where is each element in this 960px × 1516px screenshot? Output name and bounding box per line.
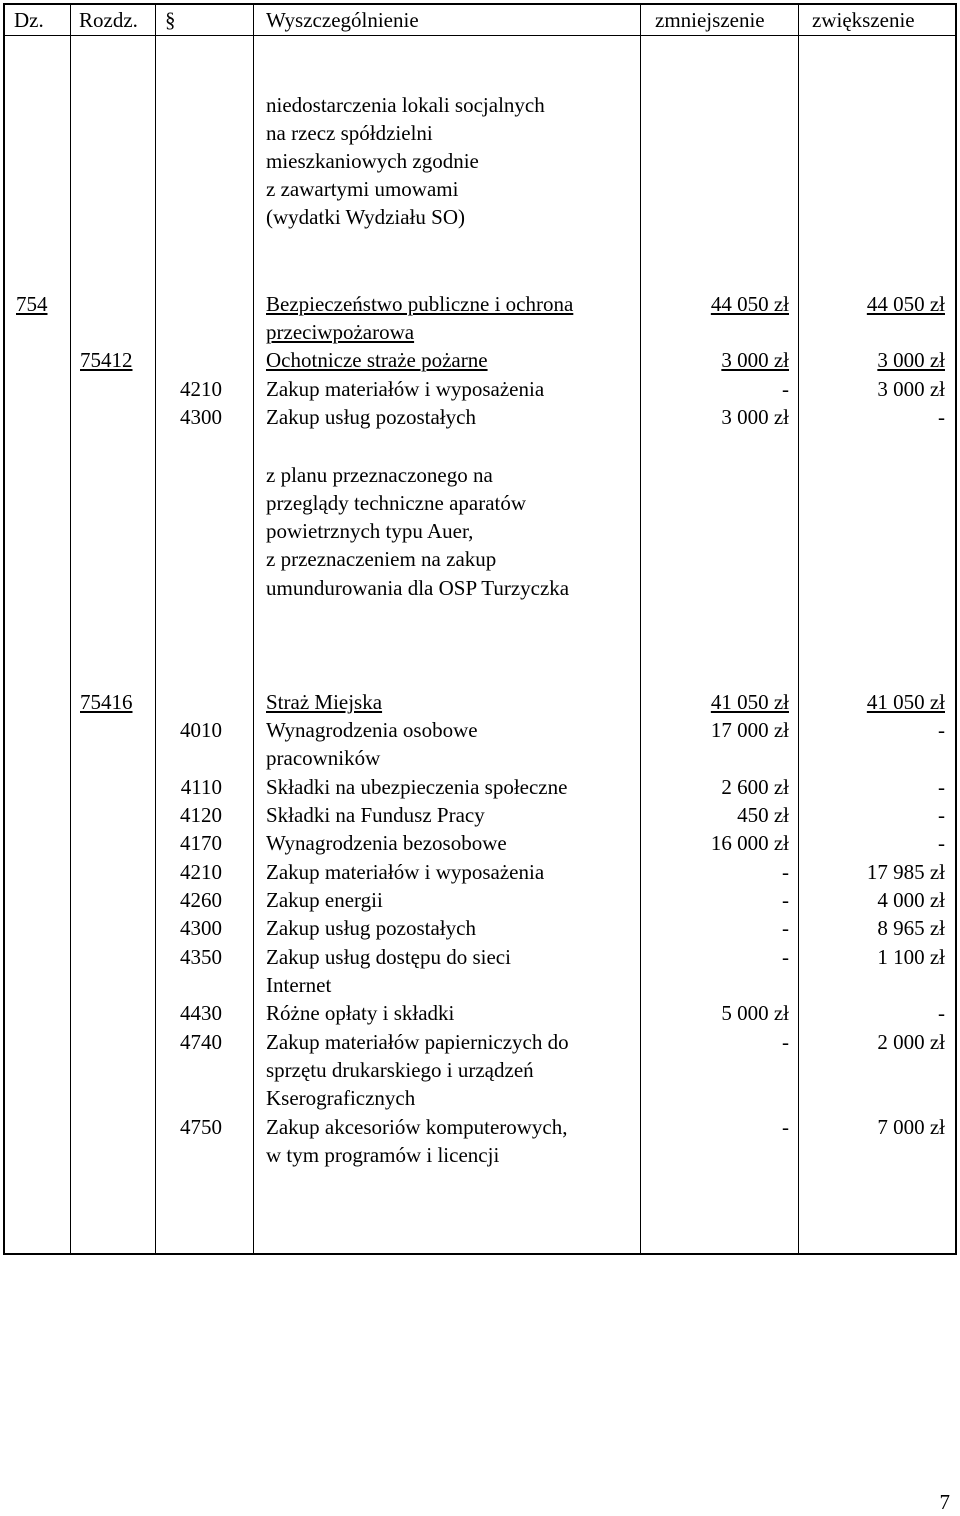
paragraf-zmniejszenie: -: [782, 945, 789, 969]
note-line: powietrznych typu Auer,: [266, 519, 474, 543]
rozdzial-75412-zwiekszenie: 3 000 zł: [877, 348, 945, 372]
column-divider-rozdz: [155, 3, 156, 1255]
table-left-border: [3, 3, 5, 1255]
rozdzial-75412-zmniejszenie: 3 000 zł: [721, 348, 789, 372]
rozdzial-75416-name: Straż Miejska: [266, 690, 383, 714]
paragraf-name: Różne opłaty i składki: [266, 1001, 455, 1025]
paragraf-code: 4430: [180, 1001, 222, 1025]
paragraf-zmniejszenie: 2 600 zł: [721, 775, 789, 799]
paragraf-code: 4740: [180, 1030, 222, 1054]
paragraf-zmniejszenie: -: [782, 1115, 789, 1139]
intro-line: (wydatki Wydziału SO): [266, 205, 465, 229]
table-right-border: [955, 3, 957, 1255]
paragraf-name: Zakup materiałów papierniczych do: [266, 1030, 569, 1054]
paragraf-name: Zakup materiałów i wyposażenia: [266, 860, 545, 884]
paragraf-code: 4300: [180, 916, 222, 940]
paragraf-zmniejszenie: -: [782, 860, 789, 884]
paragraf-zwiekszenie: 4 000 zł: [877, 888, 945, 912]
dzial-754-zwiekszenie: 44 050 zł: [866, 292, 945, 316]
header-wyszczegolnienie: Wyszczególnienie: [266, 8, 419, 32]
intro-line: mieszkaniowych zgodnie: [266, 149, 479, 173]
paragraf-zwiekszenie: 1 100 zł: [877, 945, 945, 969]
rozdzial-75412-name: Ochotnicze straże pożarne: [266, 348, 488, 372]
paragraf-zwiekszenie: 7 000 zł: [877, 1115, 945, 1139]
paragraf-zwiekszenie: 3 000 zł: [877, 377, 945, 401]
note-line: z przeznaczeniem na zakup: [266, 547, 497, 571]
paragraf-code: 4260: [180, 888, 222, 912]
column-divider-zmniejszenie: [798, 3, 799, 1255]
paragraf-zwiekszenie: 17 985 zł: [866, 860, 945, 884]
paragraf-name: Składki na ubezpieczenia społeczne: [266, 775, 568, 799]
column-divider-opis: [640, 3, 641, 1255]
paragraf-name: Zakup usług dostępu do sieci: [266, 945, 511, 969]
paragraf-zmniejszenie: 17 000 zł: [710, 718, 789, 742]
paragraf-name: Wynagrodzenia bezosobowe: [266, 831, 507, 855]
paragraf-code: 4010: [180, 718, 222, 742]
paragraf-zwiekszenie: 8 965 zł: [877, 916, 945, 940]
note-line: przeglądy techniczne aparatów: [266, 491, 527, 515]
paragraf-zmniejszenie: -: [782, 1030, 789, 1054]
paragraf-name: Zakup materiałów i wyposażenia: [266, 377, 545, 401]
paragraf-zwiekszenie: -: [938, 718, 945, 742]
paragraf-code: 4110: [180, 775, 222, 799]
dzial-754: 754: [16, 292, 48, 316]
paragraf-zwiekszenie: -: [938, 831, 945, 855]
note-line: z planu przeznaczonego na: [266, 463, 493, 487]
paragraf-name-cont: Kserograficznych: [266, 1086, 416, 1110]
paragraf-code: 4170: [180, 831, 222, 855]
dzial-754-title-cont: przeciwpożarowa: [266, 320, 415, 344]
header-paragraf: §: [165, 8, 176, 32]
table-top-border: [3, 3, 957, 5]
paragraf-code: 4210: [180, 377, 222, 401]
paragraf-zwiekszenie: 2 000 zł: [877, 1030, 945, 1054]
paragraf-name: Zakup energii: [266, 888, 383, 912]
paragraf-name-cont: w tym programów i licencji: [266, 1143, 500, 1167]
paragraf-zmniejszenie: 450 zł: [737, 803, 789, 827]
paragraf-name: Wynagrodzenia osobowe: [266, 718, 478, 742]
paragraf-name: Zakup usług pozostałych: [266, 405, 476, 429]
paragraf-zmniejszenie: -: [782, 377, 789, 401]
table-bottom-border: [3, 1253, 957, 1255]
paragraf-code: 4120: [180, 803, 222, 827]
rozdzial-75416: 75416: [80, 690, 133, 714]
paragraf-zmniejszenie: -: [782, 916, 789, 940]
intro-line: z zawartymi umowami: [266, 177, 459, 201]
paragraf-code: 4350: [180, 945, 222, 969]
rozdzial-75416-zmniejszenie: 41 050 zł: [710, 690, 789, 714]
dzial-754-zmniejszenie: 44 050 zł: [710, 292, 789, 316]
header-rozdz: Rozdz.: [79, 8, 138, 32]
header-zwiekszenie: zwiększenie: [812, 8, 915, 32]
paragraf-zmniejszenie: 3 000 zł: [721, 405, 789, 429]
intro-line: niedostarczenia lokali socjalnych: [266, 93, 545, 117]
dzial-754-title: Bezpieczeństwo publiczne i ochrona: [266, 292, 574, 316]
rozdzial-75412: 75412: [80, 348, 133, 372]
paragraf-zwiekszenie: -: [938, 803, 945, 827]
paragraf-name-cont: pracowników: [266, 746, 381, 770]
header-bottom-border: [3, 35, 957, 36]
header-dz: Dz.: [14, 8, 44, 32]
note-line: umundurowania dla OSP Turzyczka: [266, 576, 570, 600]
column-divider-dz: [70, 3, 71, 1255]
column-divider-paragraf: [253, 3, 254, 1255]
paragraf-zwiekszenie: -: [938, 775, 945, 799]
paragraf-code: 4750: [180, 1115, 222, 1139]
rozdzial-75416-zwiekszenie: 41 050 zł: [866, 690, 945, 714]
paragraf-name: Składki na Fundusz Pracy: [266, 803, 485, 827]
paragraf-zmniejszenie: -: [782, 888, 789, 912]
header-zmniejszenie: zmniejszenie: [655, 8, 765, 32]
paragraf-name: Zakup usług pozostałych: [266, 916, 476, 940]
paragraf-name-cont: Internet: [266, 973, 332, 997]
paragraf-name: Zakup akcesoriów komputerowych,: [266, 1115, 568, 1139]
paragraf-code: 4300: [180, 405, 222, 429]
intro-line: na rzecz spółdzielni: [266, 121, 433, 145]
paragraf-code: 4210: [180, 860, 222, 884]
paragraf-zwiekszenie: -: [938, 1001, 945, 1025]
page-number: 7: [939, 1490, 950, 1514]
paragraf-zwiekszenie: -: [938, 405, 945, 429]
paragraf-zmniejszenie: 5 000 zł: [721, 1001, 789, 1025]
paragraf-name-cont: sprzętu drukarskiego i urządzeń: [266, 1058, 534, 1082]
paragraf-zmniejszenie: 16 000 zł: [710, 831, 789, 855]
